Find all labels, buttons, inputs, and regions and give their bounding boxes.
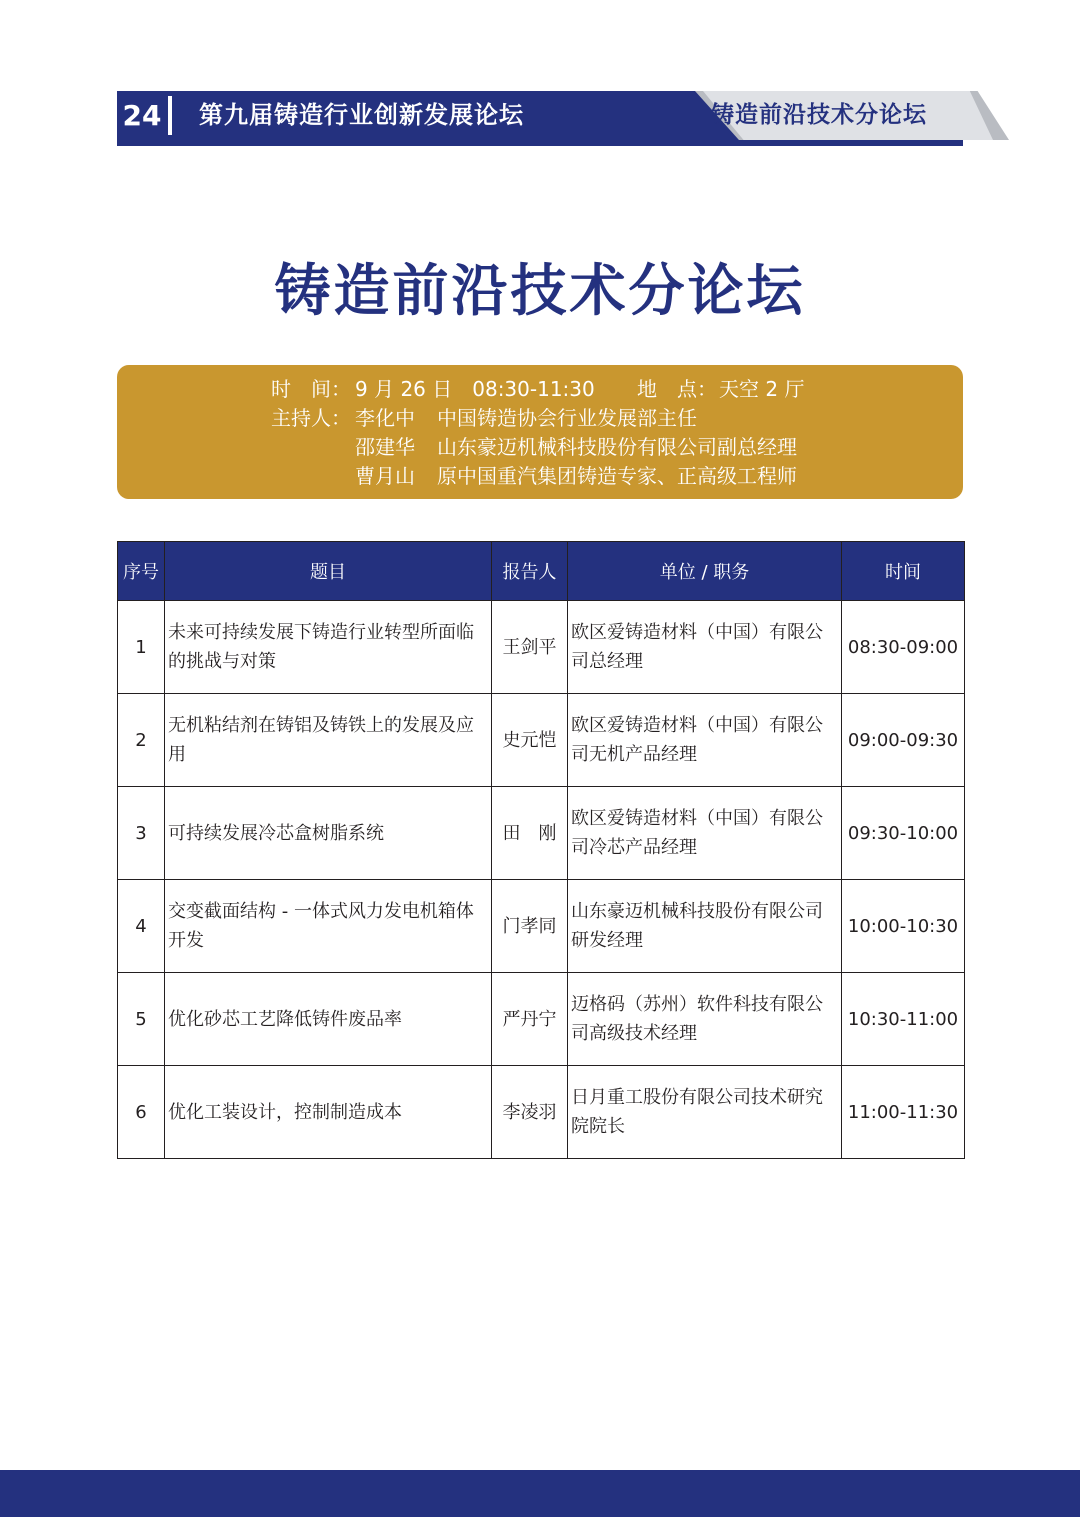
col-header-speaker: 报告人 bbox=[492, 542, 568, 601]
page-header bbox=[117, 91, 963, 146]
row-time: 09:30-10:00 bbox=[842, 787, 965, 880]
page-footer-band bbox=[0, 1470, 1080, 1517]
page-number: 24 bbox=[122, 99, 162, 132]
time-value: 9 月 26 日 08:30-11:30 bbox=[355, 377, 595, 401]
table-row bbox=[118, 880, 965, 973]
row-number: 3 bbox=[118, 787, 165, 880]
host-name: 曹月山 bbox=[355, 464, 415, 488]
host-title: 山东豪迈机械科技股份有限公司副总经理 bbox=[437, 435, 797, 459]
schedule-table bbox=[117, 541, 965, 1159]
host-label: 主持人： bbox=[271, 406, 351, 430]
row-organization: 欧区爱铸造材料（中国）有限公司总经理 bbox=[568, 601, 842, 694]
place-label: 地 点： bbox=[637, 377, 717, 401]
time-label: 时 间： bbox=[271, 377, 351, 401]
row-time: 08:30-09:00 bbox=[842, 601, 965, 694]
table-row bbox=[118, 694, 965, 787]
col-header-number: 序号 bbox=[118, 542, 165, 601]
row-number: 5 bbox=[118, 973, 165, 1066]
row-topic: 未来可持续发展下铸造行业转型所面临的挑战与对策 bbox=[165, 601, 492, 694]
host-name: 邵建华 bbox=[355, 435, 415, 459]
row-speaker: 史元恺 bbox=[492, 694, 568, 787]
conference-title: 第九届铸造行业创新发展论坛 bbox=[199, 101, 524, 129]
table-row bbox=[118, 1066, 965, 1159]
row-time: 09:00-09:30 bbox=[842, 694, 965, 787]
row-organization: 欧区爱铸造材料（中国）有限公司无机产品经理 bbox=[568, 694, 842, 787]
row-speaker: 王剑平 bbox=[492, 601, 568, 694]
row-topic: 无机粘结剂在铸铝及铸铁上的发展及应用 bbox=[165, 694, 492, 787]
row-topic: 优化工装设计，控制制造成本 bbox=[165, 1066, 492, 1159]
place-value: 天空 2 厅 bbox=[719, 377, 805, 401]
row-time: 10:30-11:00 bbox=[842, 973, 965, 1066]
row-speaker: 门孝同 bbox=[492, 880, 568, 973]
row-number: 6 bbox=[118, 1066, 165, 1159]
header-underline bbox=[117, 140, 963, 146]
row-speaker: 田 刚 bbox=[492, 787, 568, 880]
row-organization: 迈格码（苏州）软件科技有限公司高级技术经理 bbox=[568, 973, 842, 1066]
table-row bbox=[118, 973, 965, 1066]
row-organization: 欧区爱铸造材料（中国）有限公司冷芯产品经理 bbox=[568, 787, 842, 880]
host-title: 原中国重汽集团铸造专家、正高级工程师 bbox=[437, 464, 797, 488]
row-organization: 日月重工股份有限公司技术研究院院长 bbox=[568, 1066, 842, 1159]
forum-tag: 铸造前沿技术分论坛 bbox=[711, 102, 927, 128]
row-organization: 山东豪迈机械科技股份有限公司研发经理 bbox=[568, 880, 842, 973]
session-info-box bbox=[117, 365, 963, 499]
col-header-topic: 题目 bbox=[165, 542, 492, 601]
table-row bbox=[118, 601, 965, 694]
row-time: 11:00-11:30 bbox=[842, 1066, 965, 1159]
row-topic: 可持续发展冷芯盒树脂系统 bbox=[165, 787, 492, 880]
header-divider bbox=[168, 96, 172, 135]
host-title: 中国铸造协会行业发展部主任 bbox=[437, 406, 697, 430]
row-topic: 优化砂芯工艺降低铸件废品率 bbox=[165, 973, 492, 1066]
row-time: 10:00-10:30 bbox=[842, 880, 965, 973]
col-header-organization: 单位 / 职务 bbox=[568, 542, 842, 601]
row-speaker: 李凌羽 bbox=[492, 1066, 568, 1159]
page-title: 铸造前沿技术分论坛 bbox=[274, 259, 806, 324]
col-header-time: 时间 bbox=[842, 542, 965, 601]
table-header-row bbox=[118, 542, 965, 601]
row-speaker: 严丹宁 bbox=[492, 973, 568, 1066]
row-topic: 交变截面结构 - 一体式风力发电机箱体开发 bbox=[165, 880, 492, 973]
row-number: 2 bbox=[118, 694, 165, 787]
row-number: 4 bbox=[118, 880, 165, 973]
host-name: 李化中 bbox=[355, 406, 415, 430]
row-number: 1 bbox=[118, 601, 165, 694]
table-row bbox=[118, 787, 965, 880]
